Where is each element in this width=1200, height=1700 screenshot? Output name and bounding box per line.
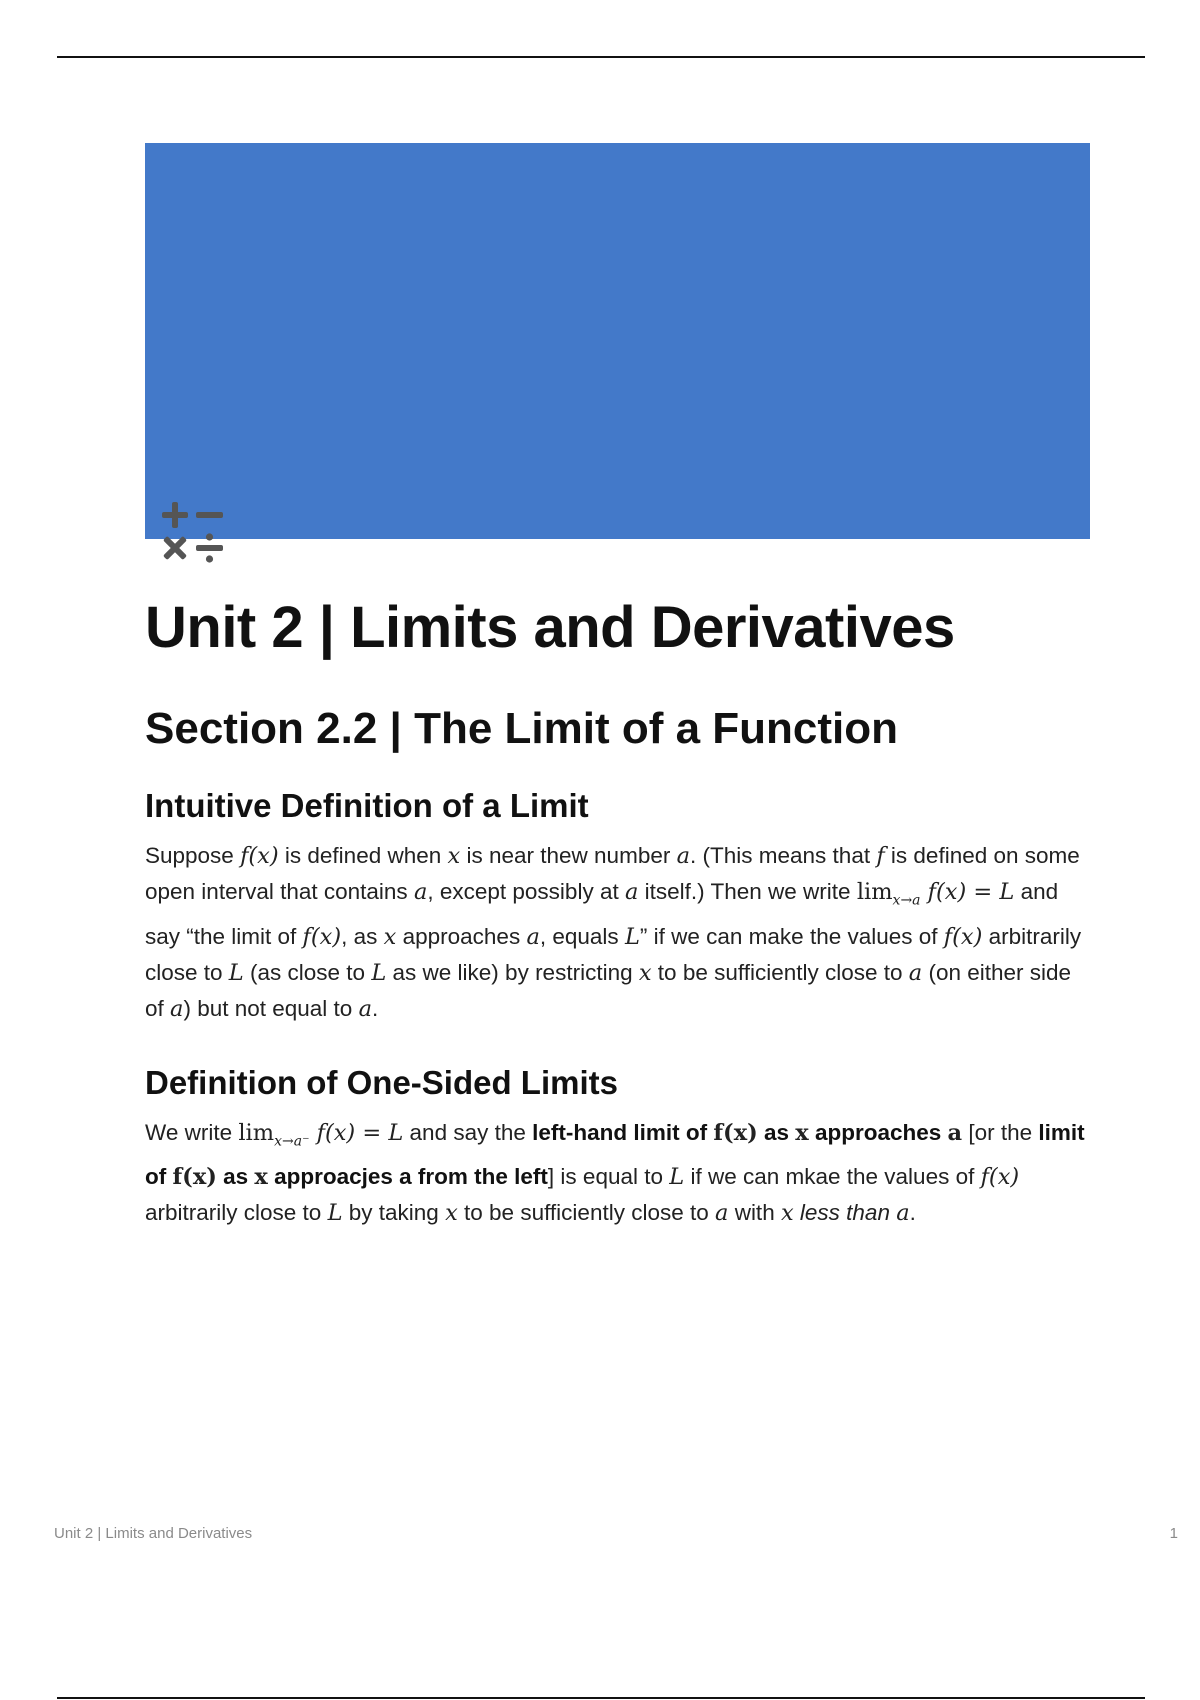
page-number: 1 bbox=[1169, 1525, 1178, 1542]
footer-title: Unit 2 | Limits and Derivatives bbox=[54, 1525, 253, 1542]
intuitive-definition-paragraph: Suppose f(x) is defined when x is near thew number a. (This means that f is defined on some open interval that contains a, except possibly at a itself.) Then we write $\lim_{x\to a} f(x) = L$ and say “the limit of f(x), as x approaches a, equals L” if we can make the values of f(x) arbitrarily close to L (as close to L as we like) by restricting x to be sufficiently close to a (on either side of a) but not equal to a. bbox=[145, 843, 1082, 1022]
bottom-rule bbox=[57, 1697, 1145, 1699]
math-operators-icon bbox=[158, 498, 228, 564]
top-rule bbox=[57, 56, 1145, 58]
document-body bbox=[145, 590, 1090, 1231]
page-title: Unit 2 | Limits and Derivatives bbox=[145, 595, 955, 660]
cover-banner bbox=[145, 143, 1090, 539]
section-heading: Section 2.2 | The Limit of a Function bbox=[145, 704, 899, 753]
one-sided-limits-paragraph: We write $\lim_{x\to a^-} f(x) = L$ and say the left-hand limit of f(x) as x approaches a [or the limit of f(x) as x approacjes a from the left] is equal to L if we can mkae the values of f(x) arbitrarily close to L by taking x to be sufficiently close to a with x less than a. bbox=[145, 1119, 1085, 1226]
intuitive-definition-heading: Intuitive Definition of a Limit bbox=[145, 787, 589, 824]
one-sided-limits-heading: Definition of One-Sided Limits bbox=[145, 1063, 618, 1101]
